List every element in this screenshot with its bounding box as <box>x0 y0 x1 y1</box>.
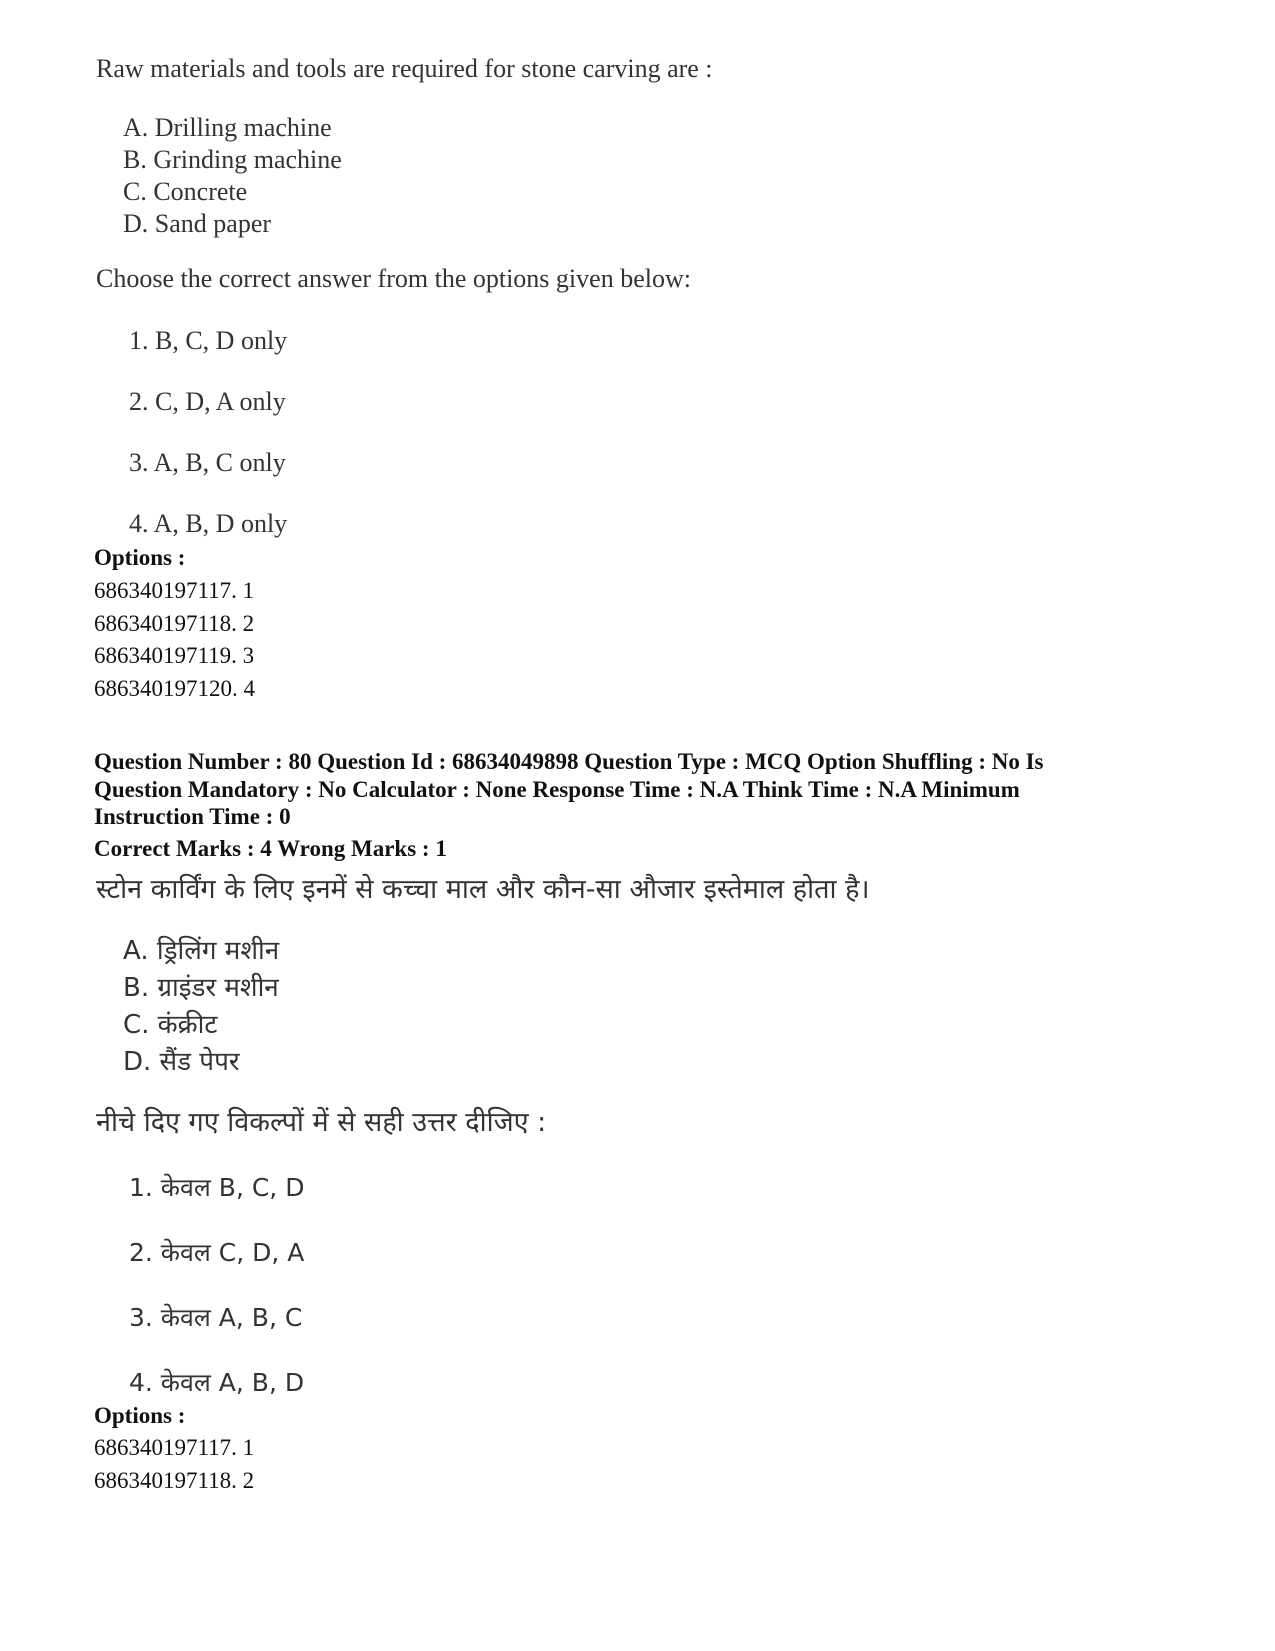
question-meta-line: Instruction Time : 0 <box>94 804 291 829</box>
marks-line: Correct Marks : 4 Wrong Marks : 1 <box>94 836 447 861</box>
statement-list <box>123 112 342 240</box>
answer-choice: 2. C, D, A only <box>129 387 286 416</box>
question-meta-line: Question Mandatory : No Calculator : None Response Time : N.A Think Time : N.A Minimum <box>94 777 1020 802</box>
statement-item: A. Drilling machine <box>123 113 332 142</box>
statement-item: D. Sand paper <box>123 209 272 238</box>
statement-item: C. कंक्रीट <box>123 1010 218 1040</box>
instruction-text: Choose the correct answer from the options given below: <box>96 264 691 293</box>
statement-item: B. Grinding machine <box>123 145 342 174</box>
statement-item: C. Concrete <box>123 177 248 206</box>
option-id: 686340197117. 1 <box>94 578 255 603</box>
option-id: 686340197118. 2 <box>94 611 255 636</box>
question-text-hindi: स्टोन कार्विंग के लिए इनमें से कच्चा माल और कौन-सा औजार इस्तेमाल होता है। <box>96 874 870 905</box>
statement-list-hindi <box>123 933 279 1081</box>
options-label: Options : <box>94 545 186 570</box>
option-id: 686340197118. 2 <box>94 1468 255 1493</box>
option-id: 686340197119. 3 <box>94 643 255 668</box>
statement-item: B. ग्राइंडर मशीन <box>123 973 279 1003</box>
instruction-text-hindi: नीचे दिए गए विकल्पों में से सही उत्तर दीजिए : <box>96 1107 547 1138</box>
question-text: Raw materials and tools are required for stone carving are : <box>96 54 713 83</box>
answer-choice: 2. केवल C, D, A <box>129 1238 305 1267</box>
answer-choice: 4. केवल A, B, D <box>129 1368 305 1397</box>
statement-item: D. सैंड पेपर <box>123 1047 240 1077</box>
answer-choice: 1. B, C, D only <box>129 326 288 355</box>
answer-choice: 4. A, B, D only <box>129 509 288 538</box>
answer-choice: 3. केवल A, B, C <box>129 1303 303 1332</box>
option-id: 686340197117. 1 <box>94 1435 255 1460</box>
options-label: Options : <box>94 1403 186 1428</box>
answer-choice: 3. A, B, C only <box>129 448 286 477</box>
question-meta-line: Question Number : 80 Question Id : 68634049898 Question Type : MCQ Option Shuffling : No Is <box>94 749 1044 774</box>
statement-item: A. ड्रिलिंग मशीन <box>123 936 280 966</box>
answer-choice: 1. केवल B, C, D <box>129 1173 305 1202</box>
option-id: 686340197120. 4 <box>94 676 255 701</box>
